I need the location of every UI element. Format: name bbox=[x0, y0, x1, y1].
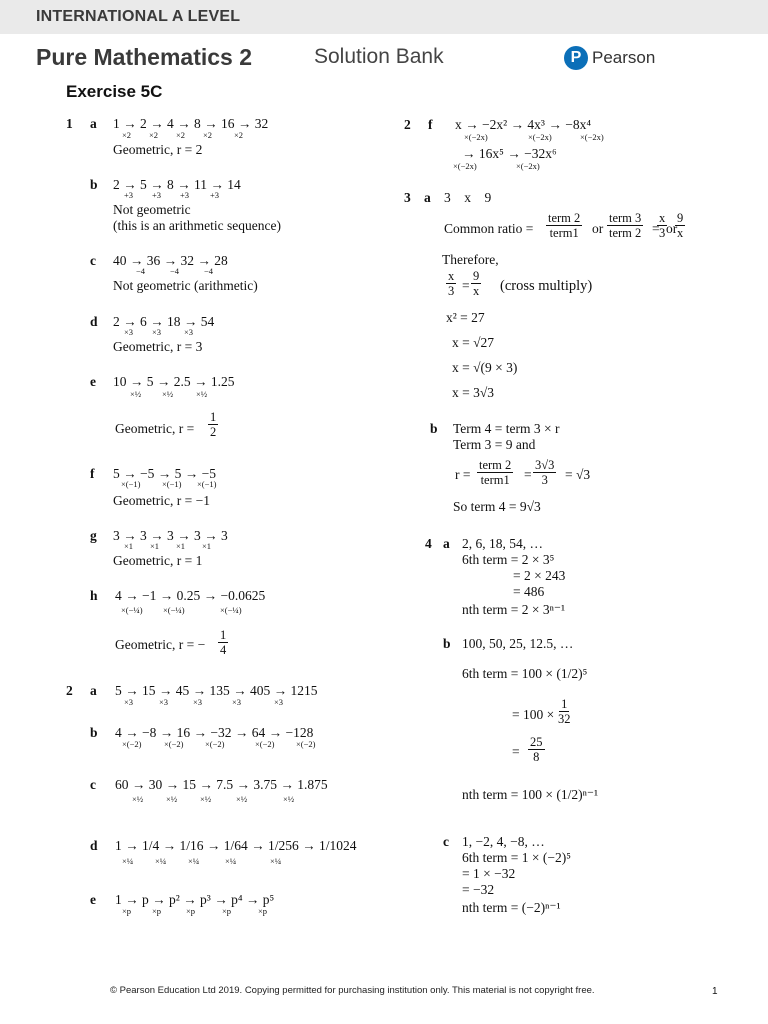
multiplier: ×3 bbox=[159, 697, 169, 707]
equals-sign: = bbox=[462, 278, 470, 293]
working-line: nth term = 100 × (1/2)ⁿ⁻¹ bbox=[462, 787, 599, 802]
multiplier: ×(−2x) bbox=[453, 161, 477, 171]
answer: Not geometric (arithmetic) bbox=[113, 278, 258, 293]
answer: Geometric, r = 3 bbox=[113, 339, 203, 354]
working-line: x = √27 bbox=[452, 335, 495, 350]
or-word: or bbox=[592, 221, 604, 236]
part-label: g bbox=[90, 528, 97, 543]
sequence: 1 → p → p² → p³ → p⁴ → p⁵ bbox=[115, 892, 275, 907]
part-label: b bbox=[90, 725, 98, 740]
multiplier: ×¼ bbox=[122, 856, 134, 866]
multiplier: ×½ bbox=[166, 794, 178, 804]
working-line: Term 4 = term 3 × r bbox=[453, 421, 560, 436]
ratio-fraction: $\frac{9}{x}$ bbox=[677, 211, 684, 240]
sequence: 10 → 5 → 2.5 → 1.25 bbox=[113, 374, 235, 389]
multiplier: ×1 bbox=[176, 541, 186, 551]
working-line: x = √(9 × 3) bbox=[452, 360, 518, 375]
working-line: 6th term = 100 × (1/2)⁵ bbox=[462, 666, 588, 681]
working-line: nth term = 2 × 3ⁿ⁻¹ bbox=[462, 602, 566, 617]
multiplier: ×1 bbox=[202, 541, 212, 551]
sequence: 5 → 15 → 45 → 135 → 405 → 1215 bbox=[115, 683, 318, 698]
sequence: x → −2x² → 4x³ → −8x⁴ bbox=[455, 117, 592, 132]
working-line: 6th term = 2 × 3⁵ bbox=[462, 552, 555, 567]
ratio-fraction: $\frac{x}{3}$ bbox=[659, 211, 666, 240]
multiplier: ×¼ bbox=[155, 856, 167, 866]
part-label: a bbox=[90, 116, 97, 131]
sequence: 1, −2, 4, −8, … bbox=[462, 834, 545, 849]
multiplier: ×¼ bbox=[188, 856, 200, 866]
sequence: 5 → −5 → 5 → −5 bbox=[113, 466, 216, 481]
part-label: c bbox=[90, 253, 96, 268]
question-number: 1 bbox=[66, 116, 73, 131]
copyright-footer: © Pearson Education Ltd 2019. Copying permitted for purchasing institution only. This material is not copyright free. bbox=[110, 985, 595, 996]
ratio-fraction: $\frac{1}{2}$ bbox=[210, 410, 217, 439]
multiplier: ×p bbox=[222, 906, 232, 916]
answer: Geometric, r = − bbox=[115, 637, 206, 652]
working-line: So term 4 = 9√3 bbox=[453, 499, 541, 514]
part-label: f bbox=[90, 466, 95, 481]
sequence: 3 x 9 bbox=[444, 190, 492, 205]
working-line: x = 3√3 bbox=[452, 385, 495, 400]
multiplier: ×½ bbox=[283, 794, 295, 804]
multiplier: ×(−2x) bbox=[516, 161, 540, 171]
multiplier: ×(−2) bbox=[255, 739, 275, 749]
page-title: Pure Mathematics 2 bbox=[36, 44, 253, 70]
equals-sign: = bbox=[652, 221, 660, 236]
sequence: 100, 50, 25, 12.5, … bbox=[462, 636, 574, 651]
multiplier: ×(−1) bbox=[197, 479, 217, 489]
part-label: a bbox=[90, 683, 97, 698]
pearson-logo-icon: P bbox=[564, 46, 588, 70]
sequence: 1 → 1/4 → 1/16 → 1/64 → 1/256 → 1/1024 bbox=[115, 838, 357, 853]
multiplier: ×3 bbox=[232, 697, 242, 707]
working-line: nth term = (−2)ⁿ⁻¹ bbox=[462, 900, 561, 915]
part-label: b bbox=[90, 177, 98, 192]
multiplier: +3 bbox=[210, 190, 220, 200]
exercise-heading: Exercise 5C bbox=[66, 82, 163, 101]
question-number: 4 bbox=[425, 536, 432, 551]
multiplier: ×¼ bbox=[225, 856, 237, 866]
sequence: 4 → −1 → 0.25 → −0.0625 bbox=[115, 588, 266, 603]
multiplier: ×(−1) bbox=[162, 479, 182, 489]
answer: Geometric, r = bbox=[115, 421, 195, 436]
sequence: 4 → −8 → 16 → −32 → 64 → −128 bbox=[115, 725, 314, 740]
multiplier: ×2 bbox=[176, 130, 186, 140]
working-line: 6th term = 1 × (−2)⁵ bbox=[462, 850, 571, 865]
multiplier: ×3 bbox=[274, 697, 284, 707]
multiplier: −4 bbox=[136, 266, 146, 276]
multiplier: ×(−¼) bbox=[121, 605, 143, 615]
multiplier: ×3 bbox=[124, 697, 134, 707]
ratio-fraction: $\frac{25}{8}$ bbox=[530, 735, 543, 764]
series-label: INTERNATIONAL A LEVEL bbox=[36, 8, 241, 25]
working-line: = 1 × −32 bbox=[462, 866, 516, 881]
part-label: c bbox=[443, 834, 449, 849]
working-note: (cross multiply) bbox=[500, 278, 593, 294]
part-label: d bbox=[90, 314, 98, 329]
answer: Not geometric bbox=[113, 202, 191, 217]
multiplier: ×(−2x) bbox=[528, 132, 552, 142]
multiplier: ×(−¼) bbox=[163, 605, 185, 615]
question-number: 2 bbox=[404, 117, 411, 132]
question-number: 2 bbox=[66, 683, 73, 698]
multiplier: ×3 bbox=[124, 327, 134, 337]
part-label: c bbox=[90, 777, 96, 792]
multiplier: +3 bbox=[152, 190, 162, 200]
working-line: Term 3 = 9 and bbox=[453, 437, 536, 452]
sequence: 2 → 6 → 18 → 54 bbox=[113, 314, 215, 329]
multiplier: ×3 bbox=[193, 697, 203, 707]
working-line: = −32 bbox=[462, 882, 495, 897]
page-subtitle: Solution Bank bbox=[314, 45, 444, 68]
working-line: = √3 bbox=[565, 467, 591, 482]
multiplier: −4 bbox=[204, 266, 214, 276]
sequence: 60 → 30 → 15 → 7.5 → 3.75 → 1.875 bbox=[115, 777, 328, 792]
multiplier: ×1 bbox=[150, 541, 160, 551]
working-line: = 486 bbox=[513, 584, 545, 599]
question-number: 3 bbox=[404, 190, 411, 205]
equals-sign: = bbox=[524, 467, 532, 482]
part-label: b bbox=[443, 636, 451, 651]
multiplier: ×(−2) bbox=[164, 739, 184, 749]
multiplier: ×½ bbox=[162, 389, 174, 399]
multiplier: ×½ bbox=[236, 794, 248, 804]
or-word: or bbox=[666, 221, 678, 236]
part-label: b bbox=[430, 421, 438, 436]
equals-sign: = bbox=[512, 744, 520, 759]
ratio-fraction: term 3 term 2 bbox=[609, 211, 642, 240]
working-line: = 2 × 243 bbox=[513, 568, 566, 583]
multiplier: ×1 bbox=[124, 541, 134, 551]
multiplier: ×(−¼) bbox=[220, 605, 242, 615]
multiplier: ×p bbox=[186, 906, 196, 916]
ratio-fraction: $\frac{9}{x}$ bbox=[473, 269, 480, 298]
multiplier: ×2 bbox=[122, 130, 132, 140]
multiplier: ×½ bbox=[200, 794, 212, 804]
part-label: f bbox=[428, 117, 433, 132]
working-line: r = bbox=[455, 467, 471, 482]
multiplier: ×p bbox=[122, 906, 132, 916]
sequence: 1 → 2 → 4 → 8 → 16 → 32 bbox=[113, 116, 269, 131]
multiplier: ×(−2x) bbox=[464, 132, 488, 142]
ratio-fraction: $\frac{1}{32}$ bbox=[558, 697, 571, 726]
multiplier: +3 bbox=[124, 190, 134, 200]
multiplier: ×2 bbox=[234, 130, 244, 140]
ratio-label: Common ratio = bbox=[444, 221, 534, 236]
sequence: → 16x⁵ → −32x⁶ bbox=[462, 146, 557, 161]
multiplier: ×(−1) bbox=[121, 479, 141, 489]
sequence: 3 → 3 → 3 → 3 → 3 bbox=[113, 528, 228, 543]
part-label: e bbox=[90, 892, 96, 907]
answer: Geometric, r = 1 bbox=[113, 553, 203, 568]
ratio-fraction: term 2 term1 bbox=[479, 458, 512, 487]
part-label: d bbox=[90, 838, 98, 853]
multiplier: ×(−2) bbox=[296, 739, 316, 749]
multiplier: ×(−2) bbox=[205, 739, 225, 749]
working-line: Therefore, bbox=[442, 252, 499, 267]
multiplier: ×3 bbox=[184, 327, 194, 337]
part-label: e bbox=[90, 374, 96, 389]
sequence: 2, 6, 18, 54, … bbox=[462, 536, 543, 551]
multiplier: ×(−2) bbox=[122, 739, 142, 749]
part-label: a bbox=[424, 190, 431, 205]
multiplier: ×½ bbox=[196, 389, 208, 399]
working-line: x² = 27 bbox=[446, 310, 485, 325]
multiplier: ×p bbox=[258, 906, 268, 916]
multiplier: −4 bbox=[170, 266, 180, 276]
ratio-fraction: $\frac{x}{3}$ bbox=[448, 269, 455, 298]
multiplier: ×2 bbox=[203, 130, 213, 140]
multiplier: ×½ bbox=[130, 389, 142, 399]
multiplier: ×2 bbox=[149, 130, 159, 140]
multiplier: ×3 bbox=[152, 327, 162, 337]
working-line: = 100 × bbox=[512, 707, 555, 722]
sequence: 40 → 36 → 32 → 28 bbox=[113, 253, 228, 268]
ratio-fraction: $\frac{3√3}{3}$ bbox=[535, 458, 555, 487]
pearson-logo-text: Pearson bbox=[592, 48, 656, 67]
ratio-fraction: $\frac{1}{4}$ bbox=[220, 628, 227, 657]
multiplier: ×¼ bbox=[270, 856, 282, 866]
answer: Geometric, r = 2 bbox=[113, 142, 203, 157]
sequence: 2 → 5 → 8 → 11 → 14 bbox=[113, 177, 241, 192]
page-number: 1 bbox=[712, 986, 718, 997]
multiplier: +3 bbox=[180, 190, 190, 200]
ratio-fraction: term 2 term1 bbox=[548, 211, 581, 240]
answer: Geometric, r = −1 bbox=[113, 493, 210, 508]
part-label: h bbox=[90, 588, 98, 603]
multiplier: ×(−2x) bbox=[580, 132, 604, 142]
answer: (this is an arithmetic sequence) bbox=[113, 218, 281, 233]
multiplier: ×p bbox=[152, 906, 162, 916]
part-label: a bbox=[443, 536, 450, 551]
multiplier: ×½ bbox=[132, 794, 144, 804]
